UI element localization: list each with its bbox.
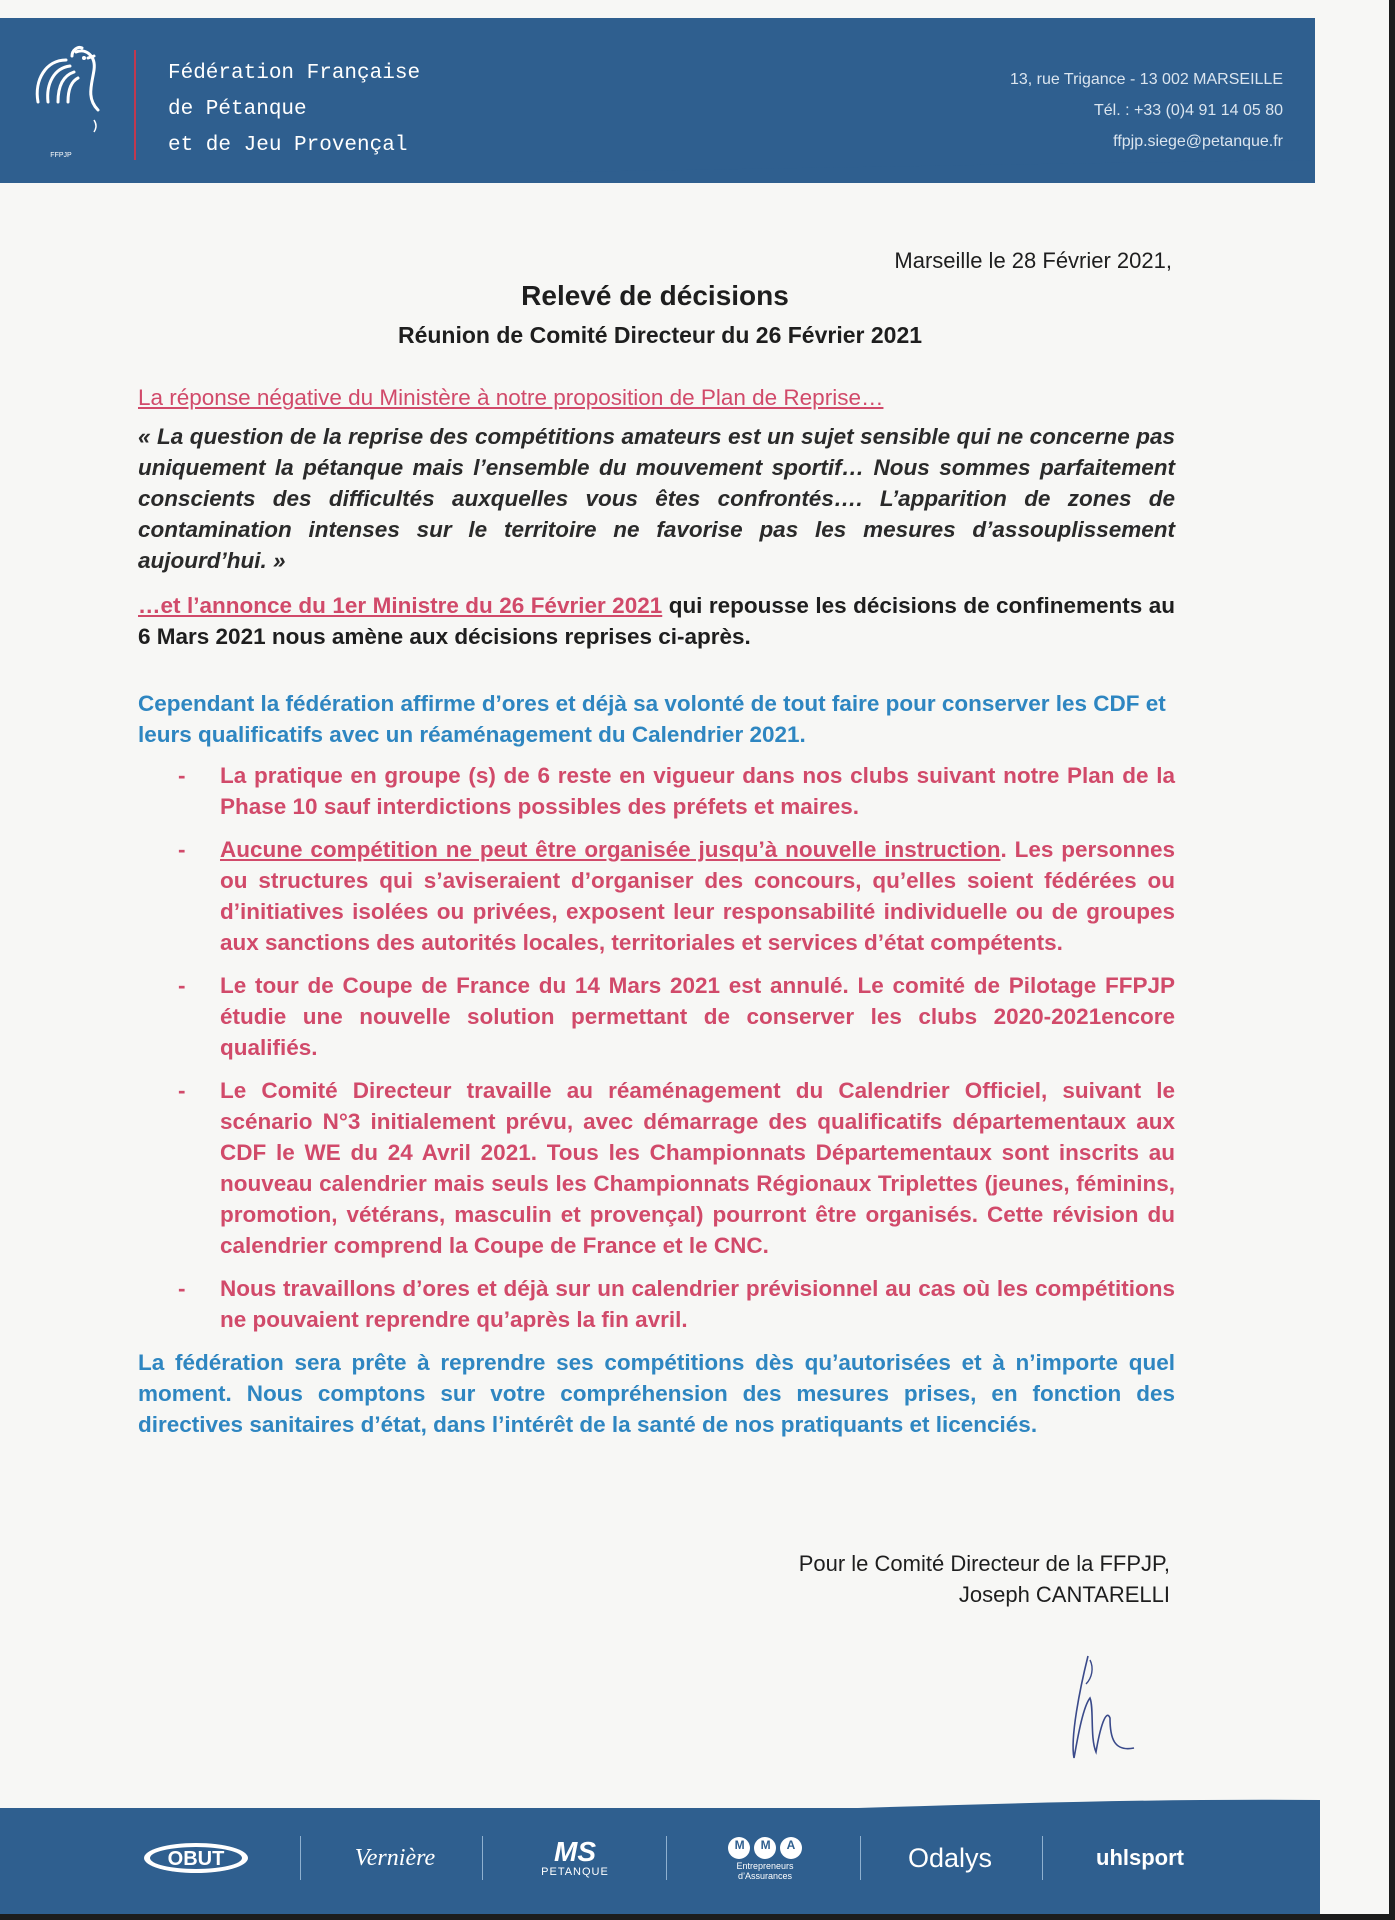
- handwritten-signature-icon: [1050, 1648, 1150, 1768]
- list-item: - Le Comité Directeur travaille au réaménagement du Calendrier Officiel, suivant le scénario N°3 initialement prévu, avec démarrage des qualificatifs départementaux aux CDF le WE du 24 Avril 2021. Tous les Championnats Départementaux sont inscrits au nouveau calendrier mais seuls les Championnats Régionaux Triplettes (jeunes, féminins, promotion, vétérans, masculin et provençal) pourront être organisés. Cette révision du calendrier comprend la Coupe de France et le CNC.: [138, 1075, 1175, 1261]
- intro-paragraph: Cependant la fédération affirme d’ores et déjà sa volonté de tout faire pour conserver les CDF et leurs qualificatifs avec un réaménagement du Calendrier 2021.: [138, 691, 1166, 747]
- sponsor-uhlsport-logo: uhlsport: [1096, 1845, 1184, 1870]
- signature-line-1: Pour le Comité Directeur de la FFPJP,: [798, 1551, 1170, 1576]
- sponsor-separator: [666, 1836, 667, 1880]
- letterhead-banner: [0, 18, 1315, 183]
- announcement-link: …et l’annonce du 1er Ministre du 26 Février 2021: [138, 593, 663, 618]
- federation-name-line: et de Jeu Provençal: [168, 134, 408, 157]
- contact-block: [1010, 64, 1283, 157]
- list-item: - Le tour de Coupe de France du 14 Mars 2021 est annulé. Le comité de Pilotage FFPJP étudie une nouvelle solution permettant de conserver les clubs 2020-2021encore qualifiés.: [138, 970, 1175, 1063]
- decision-list: [138, 760, 1175, 1335]
- logo-caption: FFPJP: [50, 152, 72, 159]
- sponsor-separator: [860, 1836, 861, 1880]
- list-item: - Nous travaillons d’ores et déjà sur un calendrier prévisionnel au cas où les compétitions ne pouvaient reprendre qu’après la fin avril.: [138, 1273, 1175, 1335]
- email[interactable]: ffpjp.siege@petanque.fr: [1113, 133, 1283, 150]
- phone: Tél. : +33 (0)4 91 14 05 80: [1093, 102, 1283, 119]
- sponsor-ms-text: MS: [554, 1836, 596, 1867]
- header-divider: [134, 50, 136, 160]
- sponsor-separator: [300, 1836, 301, 1880]
- bullet-underlined: Aucune compétition ne peut être organisée jusqu’à nouvelle instruction: [220, 837, 1001, 862]
- announcement-text: qui repousse les décisions de confinements au 6 Mars 2021 nous amène aux décisions reprises ci-après.: [138, 593, 1175, 649]
- document-subtitle: Réunion de Comité Directeur du 26 Février 2021: [397, 322, 923, 348]
- section-heading: La réponse négative du Ministère à notre proposition de Plan de Reprise…: [138, 385, 884, 410]
- closing-paragraph: La fédération sera prête à reprendre ses compétitions dès qu’autorisées et à n’importe quel moment. Nous comptons sur votre compréhension des mesures prises, en fonction des directives sanitaires d’état, dans l’intérêt de la santé de nos pratiquants et licenciés.: [138, 1350, 1175, 1437]
- document-title: Relevé de décisions: [521, 280, 789, 311]
- federation-name-line: Fédération Française: [168, 62, 421, 85]
- address: 13, rue Trigance - 13 002 MARSEILLE: [1009, 71, 1283, 88]
- bullet-dash: -: [178, 837, 186, 862]
- announcement-paragraph: [138, 590, 1175, 652]
- list-item: - Aucune compétition ne peut être organisée jusqu’à nouvelle instruction. Les personnes ou structures qui s’aviseraient d’organiser des concours, qu’elles soient fédérées ou d’initiatives isolées ou privées, exposent leur responsabilité individuelle ou de groupes aux sanctions des autorités locales, territoriales et services d’état compétents.: [138, 834, 1175, 958]
- sponsor-ms-logo: [520, 1834, 630, 1882]
- sponsor-obut-logo: [140, 1834, 252, 1882]
- sponsor-separator: [482, 1836, 483, 1880]
- document-date: Marseille le 28 Février 2021,: [894, 248, 1172, 273]
- rooster-logo-icon: [26, 40, 108, 159]
- sponsor-ms-sub: PETANQUE: [541, 1866, 609, 1878]
- bullet-dash: -: [178, 1078, 186, 1103]
- sponsor-obut-text: OBUT: [167, 1848, 225, 1870]
- bullet-dash: -: [178, 973, 186, 998]
- bullet-dash: -: [178, 1276, 186, 1301]
- ministry-quote: « La question de la reprise des compétitions amateurs est un sujet sensible qui ne concerne pas uniquement la pétanque mais l’ensemble du mouvement sportif… Nous sommes parfaitement conscients des difficultés auxquelles vous êtes confrontés…. L’apparition de zones de contamination intenses sur le territoire ne favorise pas les mesures d’assouplissement aujourd’hui. »: [138, 424, 1175, 573]
- federation-name: [168, 56, 420, 164]
- sponsor-mma-text: MMA: [734, 1838, 812, 1852]
- sponsor-mma-sub: Entrepreneurs d’Assurances: [736, 1861, 794, 1881]
- header-curve: [0, 160, 1315, 190]
- bullet-dash: -: [178, 763, 186, 788]
- signatory-name: Joseph CANTARELLI: [958, 1582, 1170, 1607]
- page-edge: [1389, 0, 1395, 1920]
- sponsor-mma-logo: [700, 1834, 830, 1882]
- sponsor-separator: [1042, 1836, 1043, 1880]
- sponsor-verniere-logo: Vernière: [354, 1844, 436, 1871]
- document-content: [138, 382, 1175, 1440]
- signature-block: [799, 1548, 1170, 1610]
- sponsor-odalys-logo: Odalys: [907, 1842, 993, 1873]
- federation-name-line: de Pétanque: [168, 98, 307, 121]
- page-edge-bottom: [0, 1914, 1395, 1920]
- list-item: - La pratique en groupe (s) de 6 reste en vigueur dans nos clubs suivant notre Plan de la Phase 10 sauf interdictions possibles des préfets et maires.: [138, 760, 1175, 822]
